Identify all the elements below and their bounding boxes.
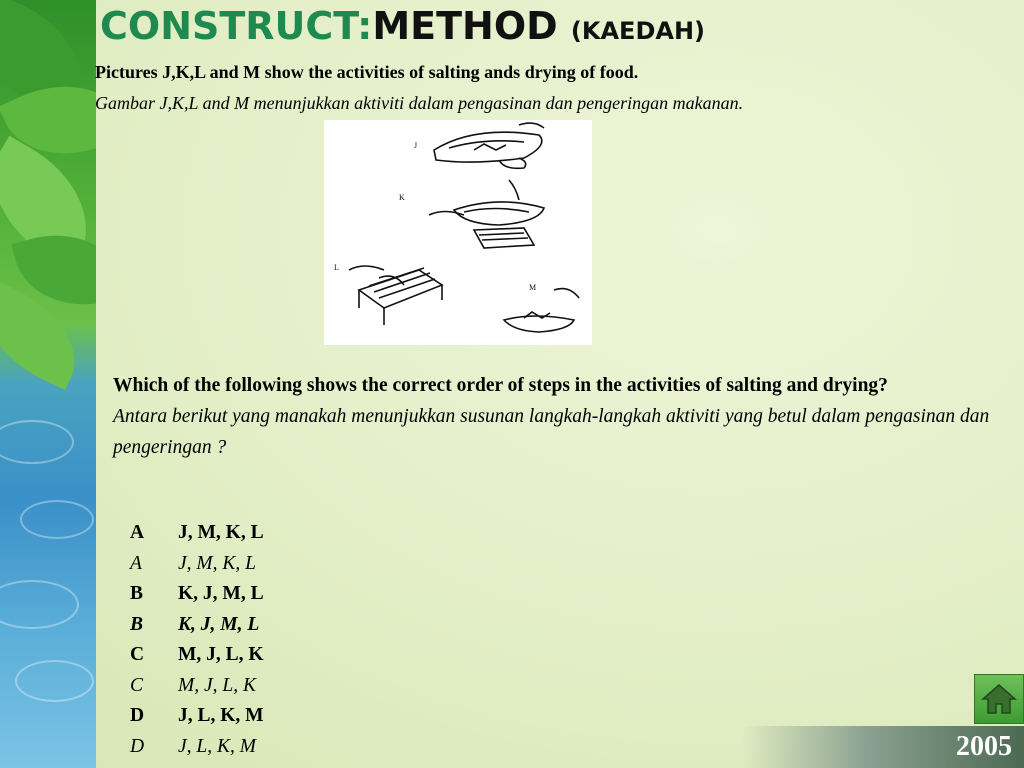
option-b-malay[interactable]: B K, J, M, L	[130, 613, 260, 635]
year-footer	[742, 726, 1024, 768]
option-a-malay[interactable]: A J, M, K, L	[130, 552, 256, 574]
option-d-malay[interactable]: D J, L, K, M	[130, 735, 256, 757]
title-method: METHOD	[372, 4, 558, 48]
option-a-english[interactable]: A J, M, K, L	[130, 522, 264, 543]
option-c-english[interactable]: C M, J, L, K	[130, 644, 264, 665]
water-ripple	[0, 580, 79, 629]
decorative-leaf-water-strip	[0, 0, 96, 768]
slide-title	[100, 2, 705, 55]
question-english: Which of the following shows the correct order of steps in the activities of salting and drying?	[113, 375, 888, 396]
water-ripple	[20, 500, 94, 539]
illustration-drawing	[324, 120, 592, 345]
figure-label-j: J	[414, 141, 418, 150]
figure-label-l: L	[334, 263, 339, 272]
water-ripple	[15, 660, 94, 702]
title-kaedah: (KAEDAH)	[570, 17, 705, 45]
water-ripple	[0, 420, 74, 464]
option-c-malay[interactable]: C M, J, L, K	[130, 674, 256, 696]
option-d-english[interactable]: D J, L, K, M	[130, 705, 264, 726]
year-label: 2005	[956, 731, 1012, 762]
intro-malay: Gambar J,K,L and M menunjukkan aktiviti dalam pengasinan dan pengeringan makanan.	[95, 93, 744, 113]
intro-english: Pictures J,K,L and M show the activities of salting ands drying of food.	[95, 62, 639, 82]
salting-drying-illustration	[324, 120, 592, 345]
title-construct: CONSTRUCT:	[100, 4, 373, 48]
option-b-english[interactable]: B K, J, M, L	[130, 583, 264, 604]
question-malay: Antara berikut yang manakah menunjukkan susunan langkah-langkah aktiviti yang betul dalam pengasinan dan pengeringan ?	[113, 406, 990, 458]
answer-options	[130, 518, 264, 762]
figure-label-k: K	[399, 193, 405, 202]
question-block	[113, 370, 1003, 463]
home-button[interactable]	[974, 674, 1024, 724]
home-icon	[981, 683, 1017, 715]
figure-label-m: M	[529, 283, 537, 292]
